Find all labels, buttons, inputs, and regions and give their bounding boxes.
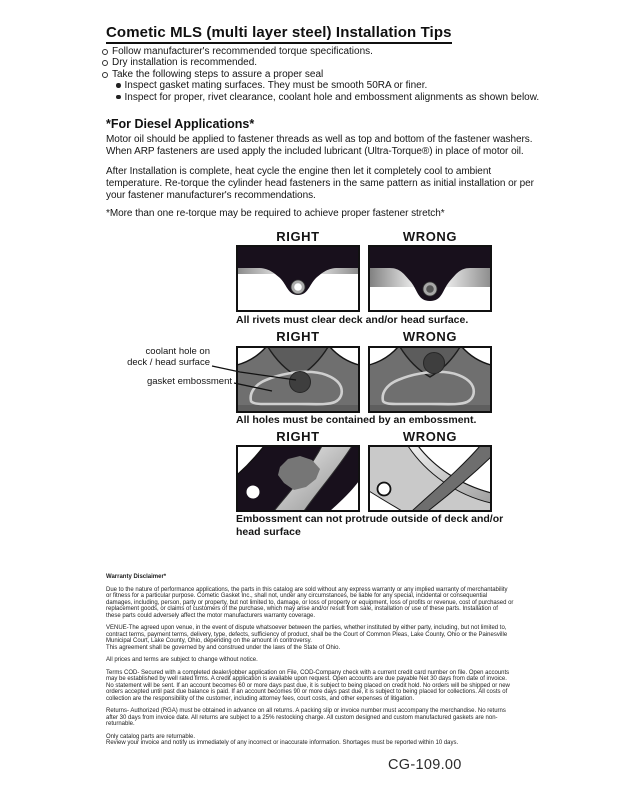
installation-tips-list	[102, 46, 542, 103]
embossment-edge-wrong-diagram	[368, 445, 492, 512]
filled-bullet-icon	[116, 83, 121, 88]
bullet-text: Follow manufacturer's recommended torque specifications.	[112, 46, 373, 57]
figure2-caption: All holes must be contained by an embossment.	[236, 414, 477, 426]
disclaimer-paragraph: Only catalog parts are returnable.	[106, 733, 196, 740]
disclaimer-paragraph: Terms COD- Secured with a completed dealer/jobber application on File, COD-Company check with a current credit card number on file. Open accounts may be established by well rated firms. A credit application is available upon request. Open accounts are due payable Net 30 days from date of invoice. No statement will be sent. If an account becomes 60 or more days past due, it is subject to being placed on credit hold. No orders will be shipped or new orders accepted until past due balance is paid. If an account becomes 90 or more days past due, it is subject to being placed for collections. All costs of collection are the responsibility of the customer, including attorney fees, court costs, and other expenses of litigation.	[106, 669, 510, 702]
disclaimer-paragraph: Due to the nature of performance applications, the parts in this catalog are sold without any express warranty or any implied warranty of merchantability or fitness for a particular purpose. Cometic Gasket Inc., shall not, under any circumstances, be liable for any special, incidental or consequential damages, including, person, party or property, but not limited to, damage, or loss of property or equipment, loss of profits or revenue, cost of purchased or replacement goods, or claims of customers of the purchase, which may arise and/or result from sale, installation or use of these parts. Installation of these parts could adversely affect the motor manufacturers warranty coverage.	[106, 586, 514, 619]
figure3-wrong-label: WRONG	[402, 429, 458, 444]
bullet-text: Take the following steps to assure a proper seal	[112, 68, 324, 80]
coolant-hole-icon	[424, 353, 445, 374]
paragraph: After Installation is complete, heat cycle the engine then let it completely cool to ambient temperature. Re-torque the cylinder head fasteners in the same pattern as initial installation or per your fastener manufacturer's recommendations.	[106, 166, 534, 201]
figure1-wrong-label: WRONG	[402, 229, 458, 244]
section-heading-diesel: *For Diesel Applications*	[106, 117, 255, 131]
disclaimer-paragraph: All prices and terms are subject to change without notice.	[106, 657, 258, 663]
disclaimer-paragraph: Review your invoice and notify us immediately of any incorrect or inaccurate information. Shortages must be reported within 10 days.	[106, 740, 459, 746]
figure3-caption: Embossment can not protrude outside of deck and/or head surface	[236, 513, 504, 538]
gasket-embossment-annotation: gasket embossment	[146, 376, 232, 387]
bullet-text: Inspect gasket mating surfaces. They must be smooth 50RA or finer.	[124, 80, 428, 92]
list-item	[102, 69, 542, 80]
warranty-disclaimer	[106, 574, 514, 747]
figure2-wrong-label: WRONG	[402, 329, 458, 344]
coolant-hole-annotation: coolant hole on deck / head surface	[127, 346, 210, 368]
figure1-caption: All rivets must clear deck and/or head surface.	[236, 314, 469, 326]
figure2-right-label: RIGHT	[276, 329, 320, 344]
coolant-hole-right-diagram	[236, 346, 360, 413]
page-title: Cometic MLS (multi layer steel) Installation Tips	[106, 24, 452, 44]
disclaimer-paragraph: VENUE-The agreed upon venue, in the event of dispute whatsoever between the parties, whether instituted by either party, including, but not limited to, contract terms, payment terms, delivery, type, defects, sufficiency of product, shall be the Court of Common Pleas, Lake County, Ohio or the Painesville Municipal Court, Lake County, Ohio, depending on the amount in controversy.	[106, 625, 508, 644]
disclaimer-heading: Warranty Disclaimer*	[106, 574, 167, 580]
bullet-text: Dry installation is recommended.	[112, 57, 258, 69]
rivet-clearance-wrong-diagram	[368, 245, 492, 312]
disclaimer-paragraph: Returns- Authorized (RGA) must be obtained in advance on all returns. A packing slip or invoice number must accompany the merchandise. No returns after 30 days from invoice date. All returns are subject to a 25% restocking charge. All custom designed and custom manufactured gaskets are non-returnable.	[106, 708, 506, 727]
figure3-right-label: RIGHT	[276, 429, 320, 444]
embossment-edge-right-diagram	[236, 445, 360, 512]
open-bullet-icon	[102, 72, 108, 78]
catalog-code: CG-109.00	[388, 757, 462, 773]
bolt-hole-icon	[247, 486, 260, 499]
figure1-right-label: RIGHT	[276, 229, 320, 244]
paragraph: Motor oil should be applied to fastener threads as well as top and bottom of the fastener washers. When ARP fasteners are used apply the included lubricant (Ultra-Torque®) in place of motor oil.	[106, 134, 533, 157]
rivet-clearance-right-diagram	[236, 245, 360, 312]
list-item	[102, 92, 542, 103]
bolt-hole-icon	[378, 483, 391, 496]
bullet-text: Inspect for proper, rivet clearance, coolant hole and embossment alignments as shown below.	[124, 91, 540, 103]
list-item	[102, 57, 542, 68]
open-bullet-icon	[102, 60, 108, 66]
paragraph: *More than one re-torque may be required to achieve proper fastener stretch*	[106, 208, 445, 219]
list-item	[102, 80, 542, 91]
filled-bullet-icon	[116, 95, 121, 100]
list-item	[102, 46, 542, 57]
disclaimer-paragraph: This agreement shall be governed by and construed under the laws of the State of Ohio.	[106, 644, 341, 651]
open-bullet-icon	[102, 49, 108, 55]
coolant-hole-wrong-diagram	[368, 346, 492, 413]
coolant-hole-icon	[290, 372, 311, 393]
